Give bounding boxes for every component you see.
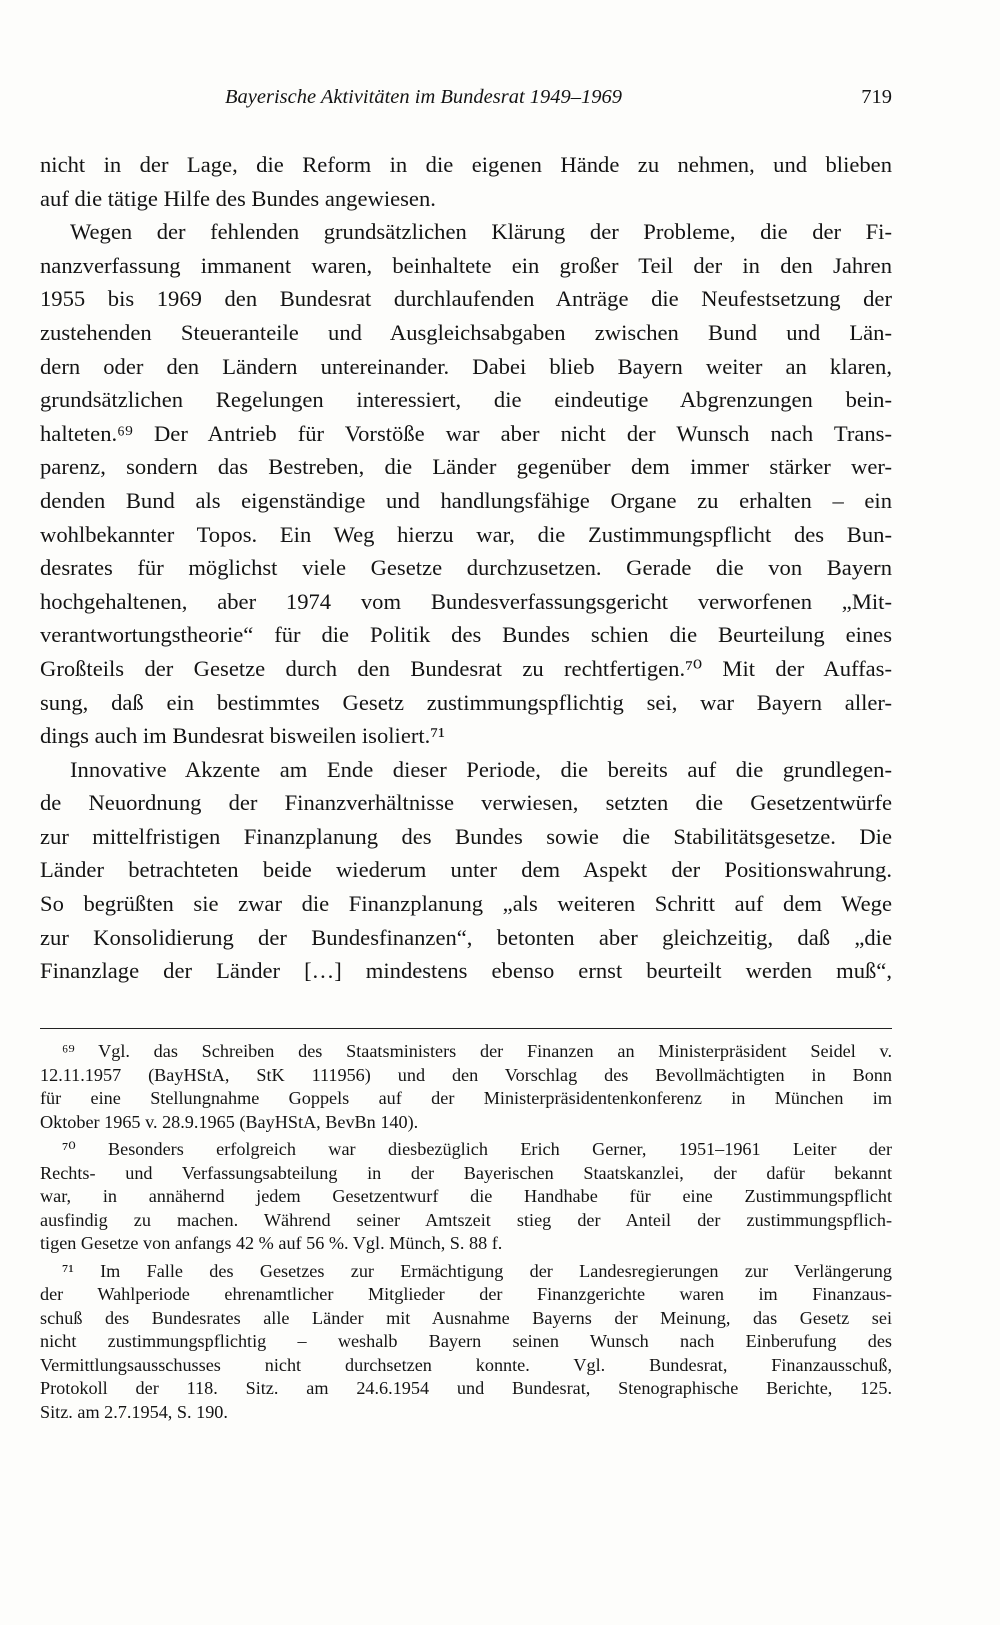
footnote-line: für eine Stellungnahme Goppels auf der Ministerpräsidentenkonferenz in München im [40, 1088, 892, 1108]
body-line: dings auch im Bundesrat bisweilen isoliert.⁷¹ [40, 723, 445, 749]
footnote-line: ⁶⁹ Vgl. das Schreiben des Staatsministers der Finanzen an Ministerpräsident Seidel v. [62, 1041, 892, 1061]
body-line: hochgehaltenen, aber 1974 vom Bundesverfassungsgericht verworfenen „Mit- [40, 588, 892, 614]
footnote-line: Oktober 1965 v. 28.9.1965 (BayHStA, BevBn 140). [40, 1111, 419, 1132]
page-header [40, 86, 892, 116]
body-line: Finanzlage der Länder […] mindestens ebenso ernst beurteilt werden muß“, [40, 958, 892, 984]
body-line: zustehenden Steueranteile und Ausgleichsabgaben zwischen Bund und Län- [40, 319, 892, 345]
footnote-line: Rechts- und Verfassungsabteilung in der Bayerischen Staatskanzlei, der dafür bekannt [40, 1162, 892, 1183]
body-line: Wegen der fehlenden grundsätzlichen Klärung der Probleme, die der Fi- [70, 219, 892, 245]
body-line: 1955 bis 1969 den Bundesrat durchlaufenden Anträge die Neufestsetzung der [40, 286, 892, 312]
body-line: Länder betrachteten beide wiederum unter dem Aspekt der Positionswahrung. [40, 857, 892, 883]
body-line: wohlbekannter Topos. Ein Weg hierzu war, die Zustimmungspflicht des Bun- [40, 521, 892, 547]
body-line: grundsätzlichen Regelungen interessiert, die eindeutige Abgrenzungen bein- [40, 387, 892, 413]
body-line: de Neuordnung der Finanzverhältnisse verwiesen, setzten die Gesetzentwürfe [40, 790, 892, 816]
footnote-line: ausfindig zu machen. Während seiner Amtszeit stieg der Anteil der zustimmungspflich- [40, 1209, 892, 1230]
body-line: So begrüßten sie zwar die Finanzplanung „als weiteren Schritt auf dem Wege [40, 891, 892, 917]
body-line: zur mittelfristigen Finanzplanung des Bundes sowie die Stabilitätsgesetze. Die [40, 823, 892, 849]
footnote-line: 12.11.1957 (BayHStA, StK 111956) und den Vorschlag des Bevollmächtigten in Bonn [40, 1064, 892, 1085]
footnote-line: nicht zustimmungspflichtig – weshalb Bayern seinen Wunsch nach Einberufung des [40, 1331, 892, 1351]
footnote-line: ⁷⁰ Besonders erfolgreich war diesbezüglich Erich Gerner, 1951–1961 Leiter der [62, 1139, 892, 1159]
footnote-line: Vermittlungsausschusses nicht durchsetzen konnte. Vgl. Bundesrat, Finanzausschuß, [40, 1354, 892, 1375]
footnote-line: schuß des Bundesrates alle Länder mit Ausnahme Bayerns der Meinung, das Gesetz sei [40, 1307, 892, 1328]
running-title: Bayerische Aktivitäten im Bundesrat 1949–1969 [225, 86, 623, 108]
body-line: verantwortungstheorie“ für die Politik des Bundes schien die Beurteilung eines [40, 622, 892, 648]
footnote-71 [40, 1260, 892, 1425]
body-line: Großteils der Gesetze durch den Bundesrat zu rechtfertigen.⁷⁰ Mit der Auffas- [40, 655, 892, 681]
body-line: Innovative Akzente am Ende dieser Periode, die bereits auf die grundlegen- [70, 756, 892, 782]
book-page [40, 0, 892, 1625]
body-line: zur Konsolidierung der Bundesfinanzen“, betonten aber gleichzeitig, daß „die [40, 924, 892, 950]
footnote-line: ⁷¹ Im Falle des Gesetzes zur Ermächtigung der Landesregierungen zur Verlängerung [62, 1260, 892, 1281]
footnote-line: Protokoll der 118. Sitz. am 24.6.1954 und Bundesrat, Stenographische Berichte, 125. [40, 1378, 892, 1398]
footnote-line: tigen Gesetze von anfangs 42 % auf 56 %. Vgl. Münch, S. 88 f. [40, 1233, 503, 1253]
body-line: parenz, sondern das Bestreben, die Länder gegenüber dem immer stärker wer- [40, 454, 892, 480]
body-line: auf die tätige Hilfe des Bundes angewiesen. [40, 185, 436, 211]
footnotes [40, 1040, 892, 1424]
body-line: nanzverfassung immanent waren, beinhaltete ein großer Teil der in den Jahren [40, 252, 892, 278]
body-text [40, 148, 892, 988]
body-line: sung, daß ein bestimmtes Gesetz zustimmungspflichtig sei, war Bayern aller- [40, 689, 892, 715]
page-number: 719 [861, 86, 892, 108]
footnote-line: Sitz. am 2.7.1954, S. 190. [40, 1401, 228, 1422]
body-line: dern oder den Ländern untereinander. Dabei blieb Bayern weiter an klaren, [40, 353, 892, 379]
body-line: nicht in der Lage, die Reform in die eigenen Hände zu nehmen, und blieben [40, 152, 892, 177]
footnote-70 [40, 1138, 892, 1256]
footnote-divider [40, 1028, 892, 1029]
body-line: halteten.⁶⁹ Der Antrieb für Vorstöße war aber nicht der Wunsch nach Trans- [40, 420, 892, 446]
body-line: desrates für möglichst viele Gesetze durchzusetzen. Gerade die von Bayern [40, 555, 892, 581]
body-line: denden Bund als eigenständige und handlungsfähige Organe zu erhalten – ein [40, 487, 892, 513]
footnote-line: war, in annähernd jedem Gesetzentwurf die Handhabe für eine Zustimmungspflicht [40, 1186, 892, 1206]
footnote-line: der Wahlperiode ehrenamtlicher Mitglieder der Finanzgerichte waren im Finanzaus- [40, 1284, 892, 1304]
footnote-69 [40, 1040, 892, 1134]
